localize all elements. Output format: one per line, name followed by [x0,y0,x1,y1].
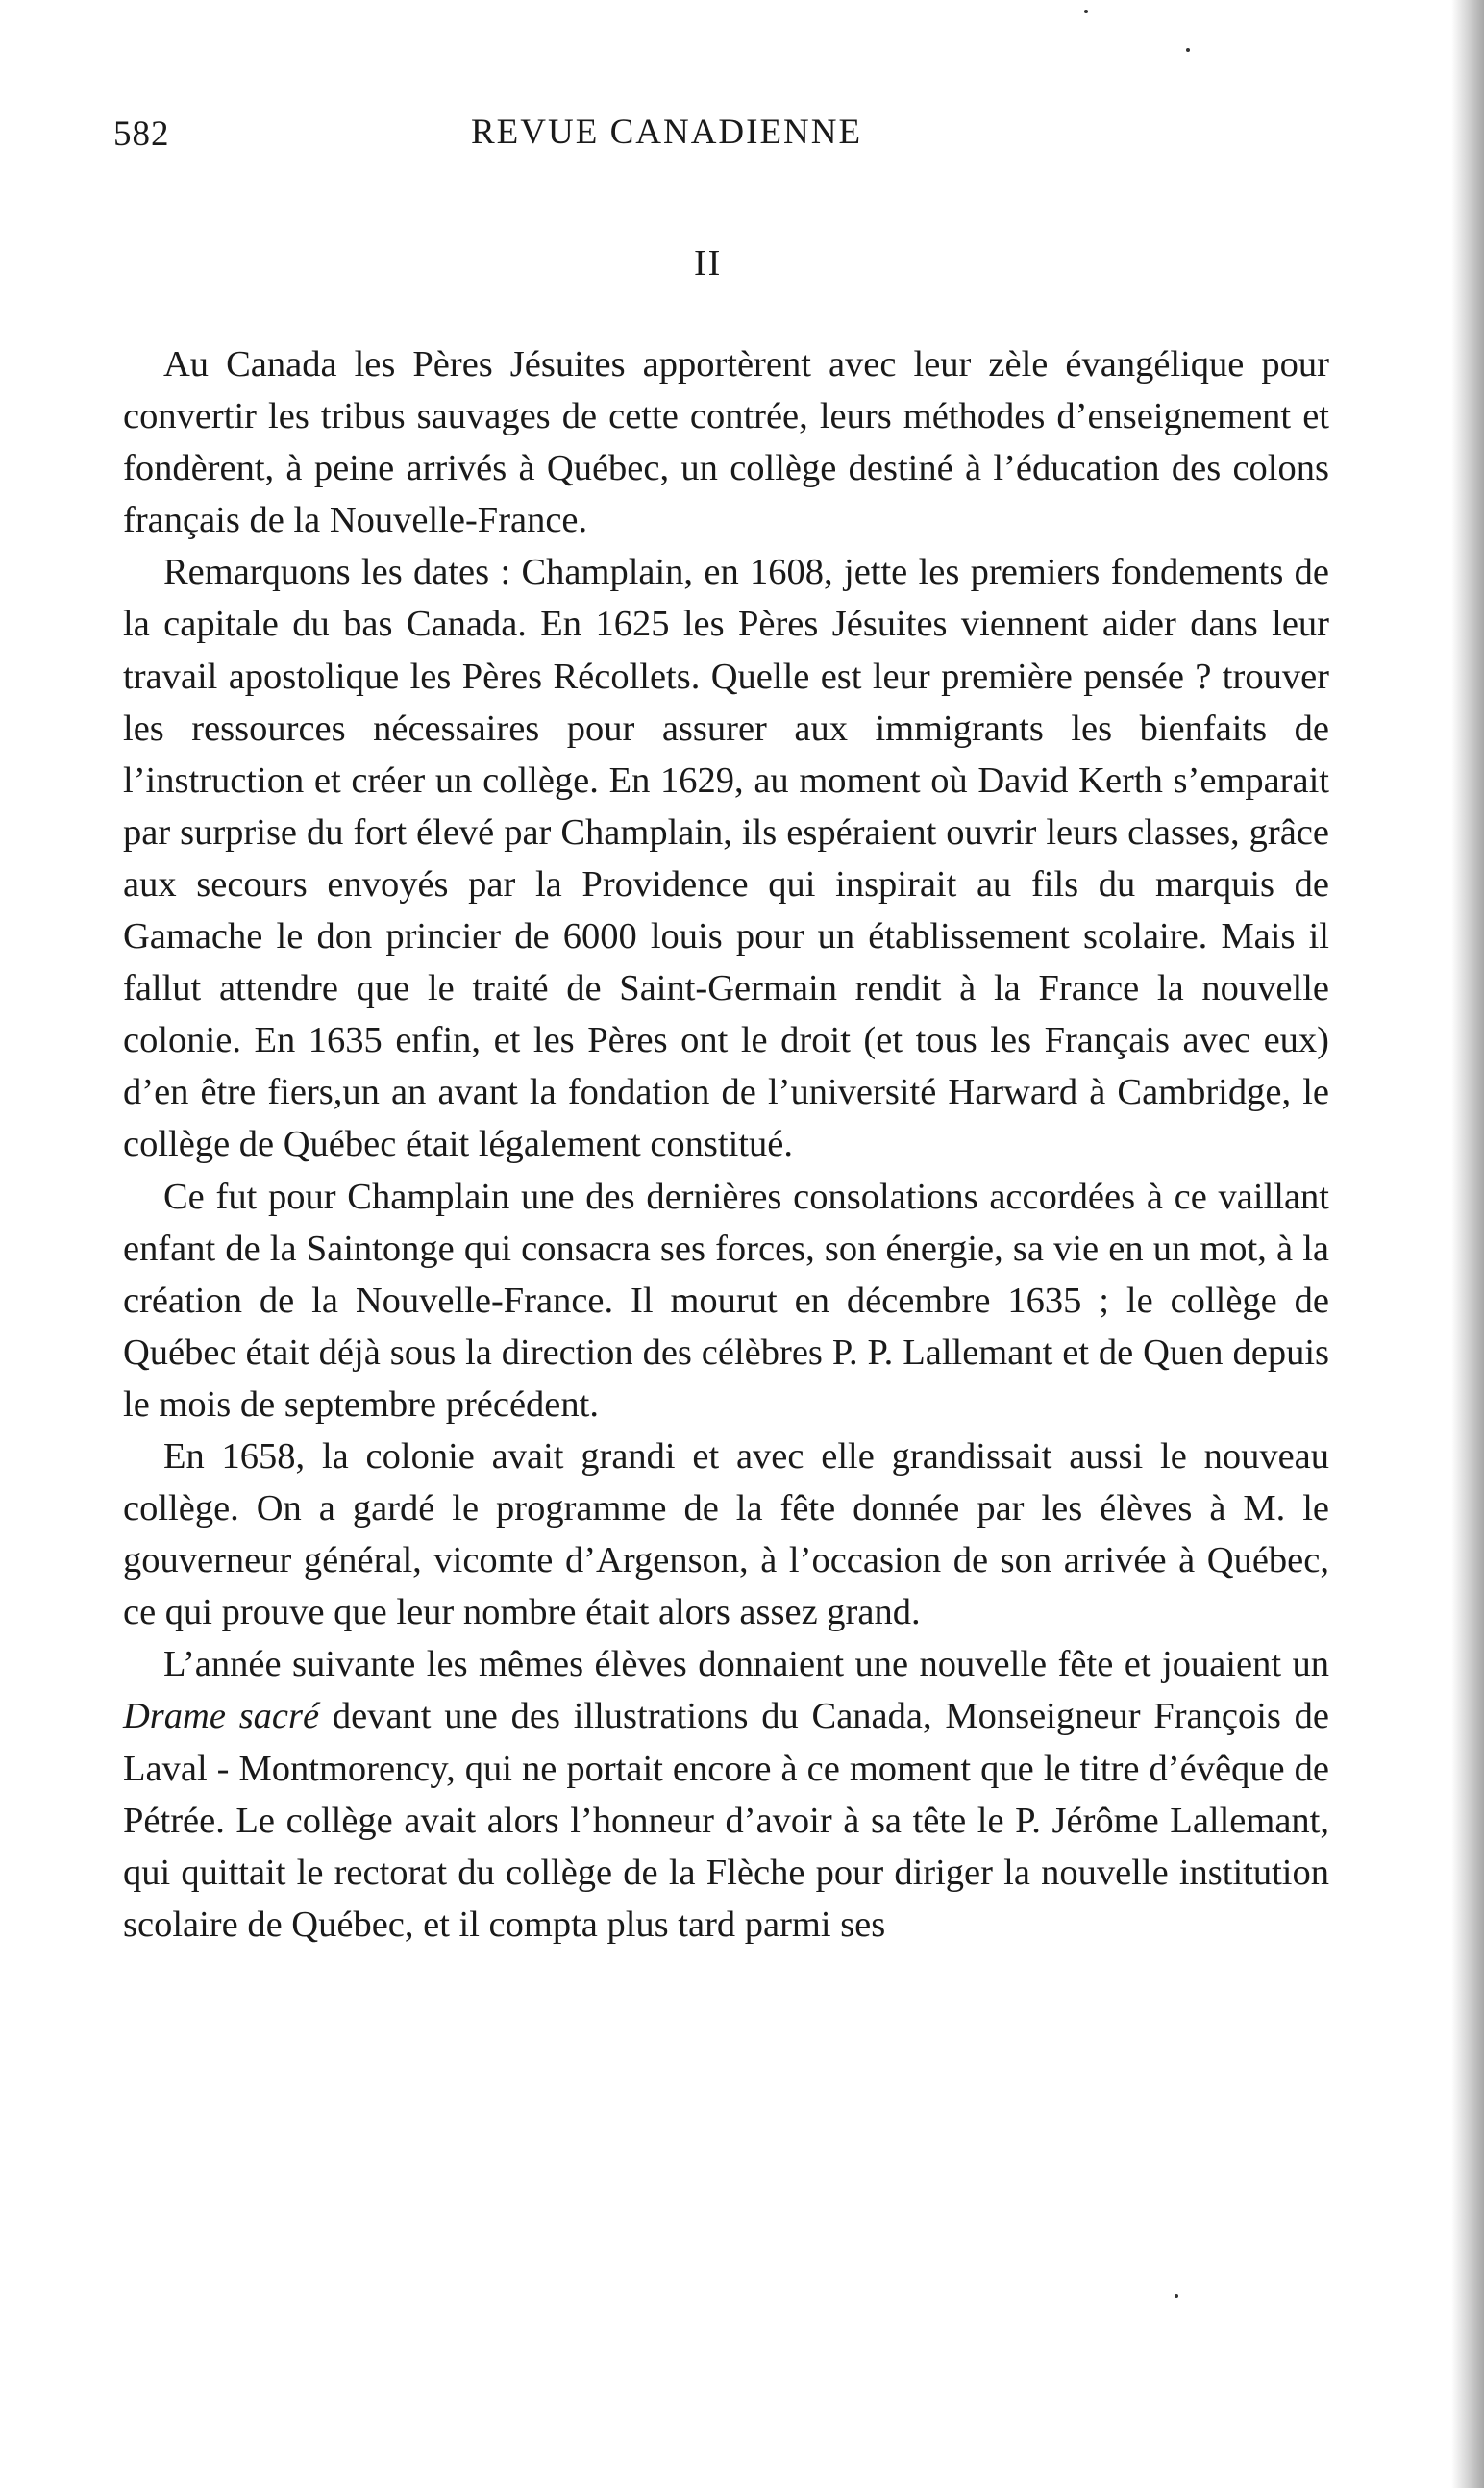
scan-speck [1186,48,1190,52]
scan-speck [1084,10,1088,13]
paragraph: Au Canada les Pères Jésuites apportèrent avec leur zèle évangélique pour convertir les tribus sauvages de cette contrée, leurs méthodes d’enseignement et fondèrent, à peine arrivés à Québec, un collège destiné à l’éducation des colons français de la Nouvelle-France. [123,344,1329,541]
paragraph-text: devant une des illustrations du Canada, Monseigneur François de Laval - Montmorency, qui ne portait encore à ce moment que le titre d’évêque de Pétrée. Le collège avait alors l’honneur d’avoir à sa tête le P. Jérôme Lallemant, qui quittait le rectorat du collège de la Flèche pour diriger la nouvelle institution scolaire de Québec, et il compta plus tard parmi ses [123,1696,1329,1945]
running-title: REVUE CANADIENNE [471,112,863,152]
paragraph [123,1638,1329,1951]
body-text [123,338,1329,1951]
scan-speck [1175,2294,1178,2298]
paragraph: Remarquons les dates : Champlain, en 1608, jette les premiers fondements de la capitale du bas Canada. En 1625 les Pères Jésuites viennent aider dans leur travail apostolique les Pères Récollets. Quelle est leur première pensée ? trouver les ressources nécessaires pour assurer aux immigrants les bienfaits de l’instruction et créer un collège. En 1629, au moment où David Kerth s’emparait par surprise du fort élevé par Champlain, ils espéraient ouvrir leurs classes, grâce aux secours envoyés par la Providence qui inspirait au fils du marquis de Gamache le don princier de 6000 louis pour un établissement scolaire. Mais il fallut attendre que le traité de Saint-Germain rendit à la France la nouvelle colonie. En 1635 enfin, et les Pères ont le droit (et tous les Français avec eux) d’en être fiers,un an avant la fondation de l’université Harward à Cambridge, le collège de Québec était légalement constitué. [123,552,1329,1165]
scan-edge-shadow [1451,0,1484,2488]
italic-title: Drame sacré [123,1696,320,1737]
section-number: II [694,243,723,284]
paragraph: Ce fut pour Champlain une des dernières consolations accordées à ce vaillant enfant de la Saintonge qui consacra ses forces, son énergie, sa vie en un mot, à la création de la Nouvelle-France. Il mourut en décembre 1635 ; le collège de Québec était déjà sous la direction des célèbres P. P. Lallemant et de Quen depuis le mois de septembre précédent. [123,1176,1329,1425]
page-number: 582 [113,114,170,154]
paragraph: En 1658, la colonie avait grandi et avec elle grandissait aussi le nouveau collège. On a gardé le programme de la fête donnée par les élèves à M. le gouverneur général, vicomte d’Argenson, à l’occasion de son arrivée à Québec, ce qui prouve que leur nombre était alors assez grand. [123,1435,1329,1633]
paragraph-text: L’année suivante les mêmes élèves donnaient une nouvelle fête et jouaient un [163,1644,1329,1685]
